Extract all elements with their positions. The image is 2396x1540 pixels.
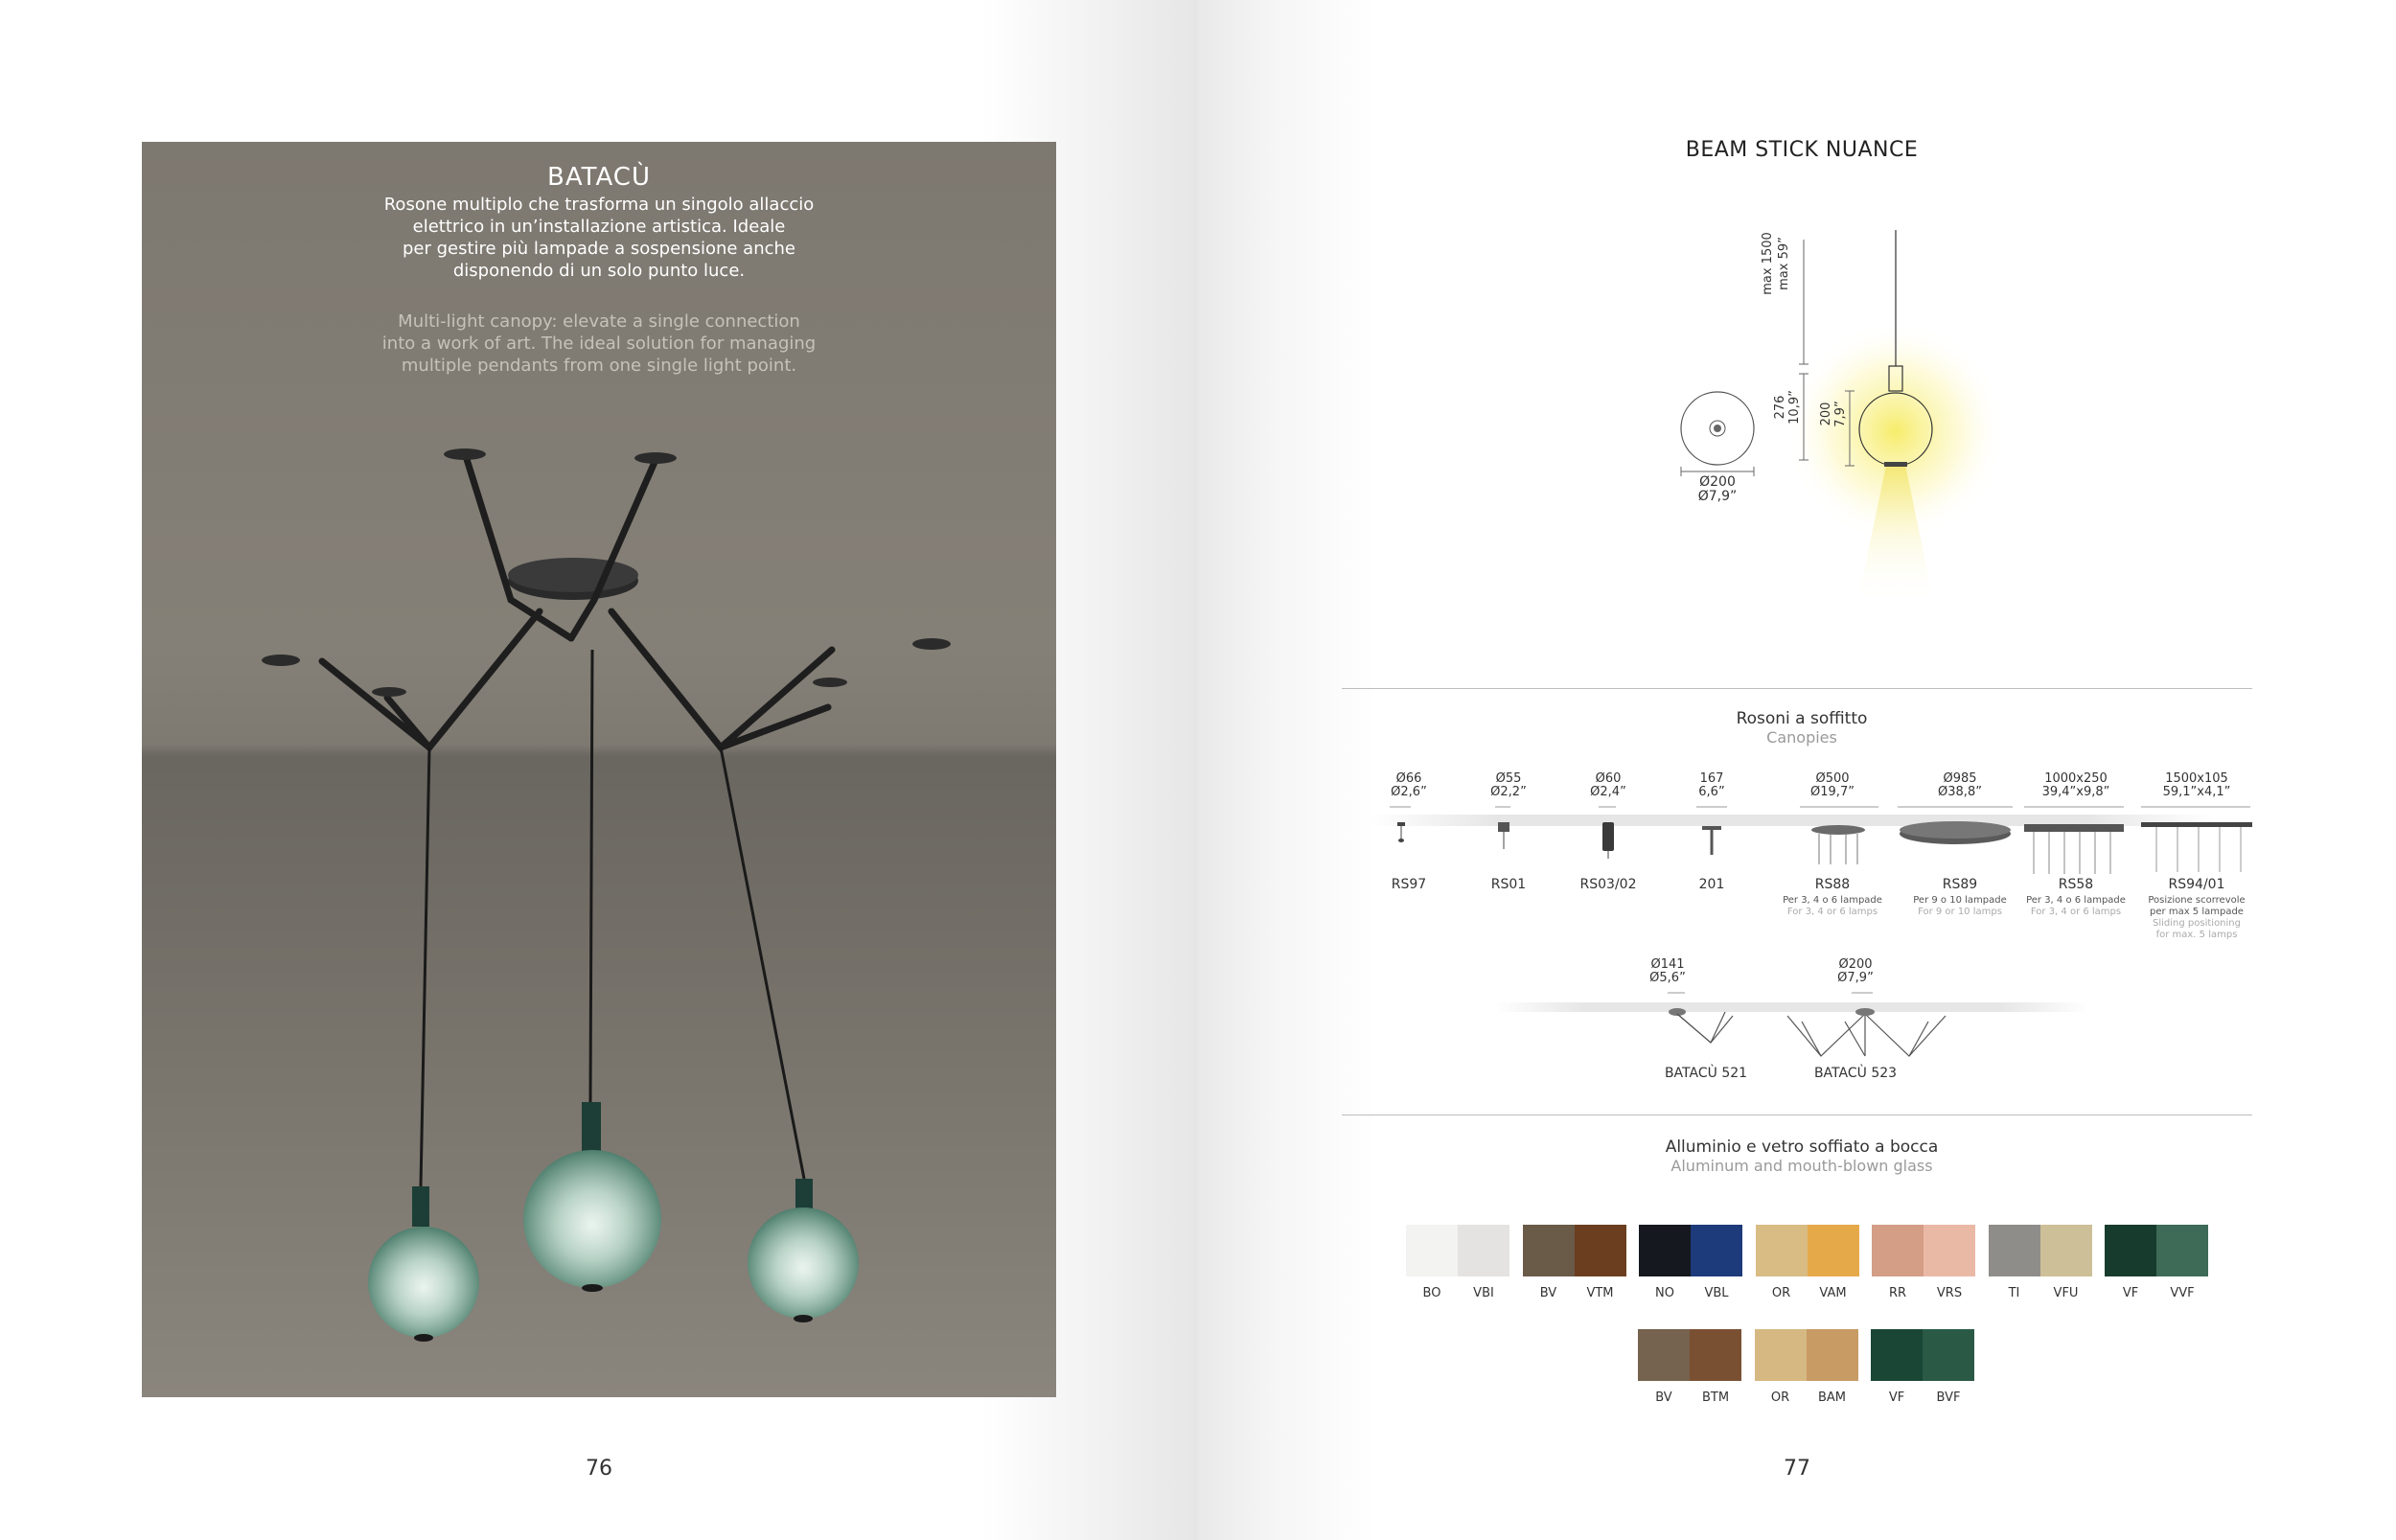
batacu-521-code: BATACÙ 521 xyxy=(1664,1066,1748,1081)
canopies-illustration xyxy=(1342,786,2252,1083)
finish-code-glass: VRS xyxy=(1936,1286,1963,1300)
finish-swatch-glass xyxy=(1923,1329,1974,1381)
dim-diameter-in: Ø7,9” xyxy=(1697,489,1738,504)
product-photo xyxy=(142,142,1056,1397)
finish-swatch xyxy=(1756,1225,1859,1276)
note-en: For 3, 4 or 6 lamps xyxy=(1786,907,1878,917)
dim-276 xyxy=(1773,379,1802,436)
canopies-heading xyxy=(1562,709,2041,747)
finish-swatch-metal xyxy=(1406,1225,1458,1276)
product-title: BATACÙ xyxy=(547,163,651,192)
canopy-dim-rs88: Ø500 Ø19,7” xyxy=(1810,771,1855,799)
dim-max-length-mm: max 1500 xyxy=(1761,232,1775,295)
finish-swatch-glass xyxy=(2040,1225,2092,1276)
description-italian: Rosone multiplo che trasforma un singolo allaccio elettrico in un’installazione artistica. Ideale per gestire più lampade a sospensione anche disponendo di un solo punto luce. xyxy=(383,195,815,281)
note-en: For 9 or 10 lamps xyxy=(1918,907,2002,917)
section-divider xyxy=(1342,688,2252,689)
finish-code-metal: OR xyxy=(1770,1391,1790,1405)
dim-diameter xyxy=(1679,475,1756,504)
finish-swatch-metal xyxy=(2105,1225,2156,1276)
finish-swatch-metal xyxy=(1872,1225,1924,1276)
note-en: Sliding positioning for max. 5 lamps xyxy=(2153,918,2241,940)
canopy-note-rs58 xyxy=(2009,895,2143,918)
finish-code-glass: VFU xyxy=(2053,1286,2079,1300)
canopy-dim-rs01: Ø55 Ø2,2” xyxy=(1490,771,1527,799)
canopy-code-rs01: RS01 xyxy=(1490,877,1527,892)
canopy-code-201: 201 xyxy=(1698,877,1725,892)
finish-swatch-metal xyxy=(1989,1225,2040,1276)
dim-max-length-in: max 59” xyxy=(1777,237,1791,290)
note-it: Per 3, 4 o 6 lampade xyxy=(1783,895,1882,906)
finish-swatch-glass xyxy=(2156,1225,2208,1276)
dim-max-length xyxy=(1760,211,1792,316)
finish-code-glass: VBL xyxy=(1704,1286,1729,1300)
canopy-dim-rs9401: 1500x105 59,1”x4,1” xyxy=(2162,771,2231,799)
finish-swatch xyxy=(1871,1329,1974,1381)
photo-caption xyxy=(142,163,1056,377)
finish-swatch-glass xyxy=(1575,1225,1626,1276)
finishes-heading xyxy=(1562,1138,2041,1175)
finish-swatch-metal xyxy=(1871,1329,1923,1381)
finish-swatch-metal xyxy=(1639,1225,1691,1276)
finish-code-metal: TI xyxy=(2008,1286,2020,1300)
note-it: Posizione scorrevole per max 5 lampade xyxy=(2148,895,2246,917)
note-it: Per 9 o 10 lampade xyxy=(1913,895,2007,906)
canopy-code-rs0302: RS03/02 xyxy=(1579,877,1637,892)
finish-swatch xyxy=(2105,1225,2208,1276)
finish-swatch xyxy=(1989,1225,2092,1276)
description-english: Multi-light canopy: elevate a single connection into a work of art. The ideal solution for managing multiple pendants from one single light point. xyxy=(381,311,817,376)
dim-276-in: 10,9” xyxy=(1787,390,1802,425)
dim-200 xyxy=(1819,385,1848,443)
canopy-code-rs9401: RS94/01 xyxy=(2168,877,2225,892)
finish-swatch-metal xyxy=(1523,1225,1575,1276)
finish-code-metal: OR xyxy=(1771,1286,1791,1300)
dim-diameter-mm: Ø200 xyxy=(1699,474,1736,490)
finish-code-metal: VF xyxy=(2122,1286,2139,1300)
finish-code-glass: VTM xyxy=(1586,1286,1614,1300)
canopy-code-rs89: RS89 xyxy=(1942,877,1978,892)
finish-code-metal: NO xyxy=(1655,1286,1674,1300)
finish-swatch xyxy=(1755,1329,1858,1381)
canopy-dim-rs0302: Ø60 Ø2,4” xyxy=(1590,771,1626,799)
finish-swatch-glass xyxy=(1458,1225,1509,1276)
canopy-dim-rs89: Ø985 Ø38,8” xyxy=(1938,771,1982,799)
finish-code-glass: BVF xyxy=(1936,1391,1961,1405)
finish-code-metal: BO xyxy=(1422,1286,1441,1300)
finish-swatch-glass xyxy=(1807,1329,1858,1381)
canopies-title: Rosoni a soffitto xyxy=(1736,709,1868,728)
finish-code-glass: VBI xyxy=(1473,1286,1494,1300)
finish-swatch xyxy=(1872,1225,1975,1276)
batacu-521-dim: Ø141 Ø5,6” xyxy=(1649,957,1686,985)
note-it: Per 3, 4 o 6 lampade xyxy=(2026,895,2126,906)
finish-swatch xyxy=(1523,1225,1626,1276)
dim-276-mm: 276 xyxy=(1773,395,1787,420)
finish-code-metal: VF xyxy=(1888,1391,1905,1405)
page-number-right: 77 xyxy=(1784,1457,1810,1481)
canopy-note-rs9401 xyxy=(2130,895,2264,941)
finish-code-glass: VVF xyxy=(2170,1286,2195,1300)
finish-swatch-metal xyxy=(1638,1329,1690,1381)
finish-swatch xyxy=(1638,1329,1741,1381)
dim-200-in: 7,9” xyxy=(1833,401,1848,427)
batacu-523-dim: Ø200 Ø7,9” xyxy=(1837,957,1874,985)
canopy-note-rs89 xyxy=(1893,895,2027,918)
canopy-dim-rs97: Ø66 Ø2,6” xyxy=(1391,771,1427,799)
canopy-dim-201: 167 6,6” xyxy=(1698,771,1725,799)
finish-code-metal: RR xyxy=(1888,1286,1907,1300)
batacu-523-code: BATACÙ 523 xyxy=(1813,1066,1898,1081)
finish-swatch xyxy=(1406,1225,1509,1276)
canopies-subtitle: Canopies xyxy=(1766,728,1837,747)
page-number-left: 76 xyxy=(586,1457,612,1481)
canopy-code-rs97: RS97 xyxy=(1391,877,1427,892)
finish-swatch-glass xyxy=(1691,1225,1742,1276)
finish-swatch-glass xyxy=(1808,1225,1859,1276)
finish-swatch-glass xyxy=(1924,1225,1975,1276)
finish-code-glass: BAM xyxy=(1817,1391,1847,1405)
finish-swatch-glass xyxy=(1690,1329,1741,1381)
finish-swatch-metal xyxy=(1756,1225,1808,1276)
finish-code-glass: BTM xyxy=(1701,1391,1730,1405)
canopy-dim-rs58: 1000x250 39,4”x9,8” xyxy=(2041,771,2110,799)
finish-code-metal: BV xyxy=(1539,1286,1557,1300)
product-name-heading: BEAM STICK NUANCE xyxy=(1685,138,1919,162)
canopy-note-rs88 xyxy=(1765,895,1900,918)
note-en: For 3, 4 or 6 lamps xyxy=(2030,907,2122,917)
finish-swatch xyxy=(1639,1225,1742,1276)
finish-swatch-metal xyxy=(1755,1329,1807,1381)
dim-200-mm: 200 xyxy=(1819,402,1833,426)
canopy-code-rs58: RS58 xyxy=(2058,877,2094,892)
finish-code-metal: BV xyxy=(1655,1391,1672,1405)
canopy-code-rs88: RS88 xyxy=(1814,877,1851,892)
finishes-title: Alluminio e vetro soffiato a bocca xyxy=(1665,1138,1939,1157)
finish-code-glass: VAM xyxy=(1819,1286,1847,1300)
finishes-subtitle: Aluminum and mouth-blown glass xyxy=(1670,1157,1933,1175)
